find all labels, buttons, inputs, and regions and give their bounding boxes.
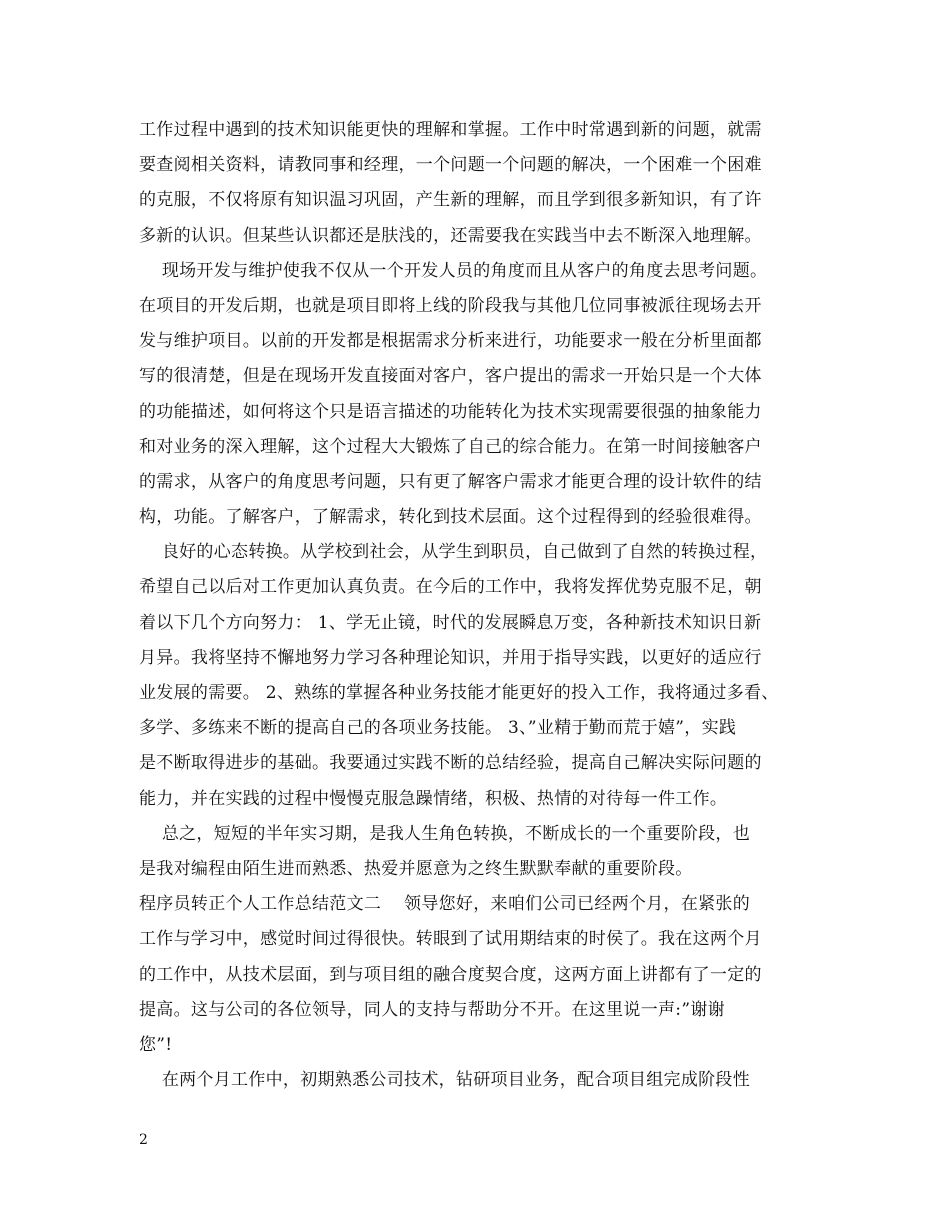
text-line: 是我对编程由陌生进而熟悉、热爱并愿意为之终生默默奉献的重要阶段。 [139,858,693,879]
text-line: 是不断取得进步的基础。我要通过实践不断的总结经验，提高自己解决实际问题的 [139,753,762,774]
text-line: 在项目的开发后期，也就是项目即将上线的阶段我与其他几位同事被派往现场去开 [139,295,762,316]
text-line: 在两个月工作中，初期熟悉公司技术，钻研项目业务，配合项目组完成阶段性 [139,1070,751,1091]
text-line: 的需求，从客户的角度思考问题，只有更了解客户需求才能更合理的设计软件的结 [139,471,762,492]
text-line: 写的很清楚，但是在现场开发直接面对客户，客户提出的需求一开始只是一个大体 [139,366,762,387]
text-line: 良好的心态转换。从学校到社会，从学生到职员，自己做到了自然的转换过程， [139,542,768,563]
text-line: 多学、多练来不断的提高自己的各项业务技能。 3、”业精于勤而荒于嬉”，实践 [139,718,737,739]
text-line: 要查阅相关资料，请教同事和经理，一个问题一个问题的解决，一个困难一个困难 [139,155,762,176]
text-line: 业发展的需要。 2、熟练的掌握各种业务技能才能更好的投入工作，我将通过多看、 [139,683,779,703]
text-line: 工作与学习中，感觉时间过得很快。转眼到了试用期结束的时侯了。我在这两个月 [139,929,762,950]
text-line: 的功能描述，如何将这个只是语言描述的功能转化为技术实现需要很强的抽象能力 [139,401,762,422]
text-line: 的克服，不仅将原有知识温习巩固，产生新的理解，而且学到很多新知识，有了许 [139,190,762,211]
document-body [139,113,829,1098]
page-number: 2 [139,1132,148,1148]
text-line: 的工作中，从技术层面，到与项目组的融合度契合度，这两方面上讲都有了一定的 [139,964,762,985]
text-line: 发与维护项目。以前的开发都是根据需求分析来进行，功能要求一般在分析里面都 [139,331,762,352]
text-line: 您”! [139,1034,173,1055]
text-line: 提高。这与公司的各位领导，同人的支持与帮助分不开。在这里说一声:”谢谢 [139,999,725,1020]
text-line: 着以下几个方向努力： 1、学无止镜，时代的发展瞬息万变，各种新技术知识日新 [139,612,762,633]
text-line: 希望自己以后对工作更加认真负责。在今后的工作中，我将发挥优势克服不足，朝 [139,577,762,598]
text-line: 和对业务的深入理解，这个过程大大锻炼了自己的综合能力。在第一时间接触客户 [139,436,762,457]
text-line: 构，功能。了解客户，了解需求，转化到技术层面。这个过程得到的经验很难得。 [139,507,762,528]
text-line: 月异。我将坚持不懈地努力学习各种理论知识，并用于指导实践，以更好的适应行 [139,647,762,668]
text-line: 程序员转正个人工作总结范文二 领导您好，来咱们公司已经两个月，在紧张的 [139,894,751,915]
text-line: 工作过程中遇到的技术知识能更快的理解和掌握。工作中时常遇到新的问题，就需 [139,120,762,140]
text-line: 现场开发与维护使我不仅从一个开发人员的角度而且从客户的角度去思考问题。 [139,260,768,281]
text-line: 总之，短短的半年实习期，是我人生角色转换，不断成长的一个重要阶段，也 [139,823,751,844]
text-line: 能力，并在实践的过程中慢慢克服急躁情绪，积极、热情的对待每一件工作。 [139,788,728,809]
text-line: 多新的认识。但某些认识都还是肤浅的，还需要我在实践当中去不断深入地理解。 [139,225,762,246]
